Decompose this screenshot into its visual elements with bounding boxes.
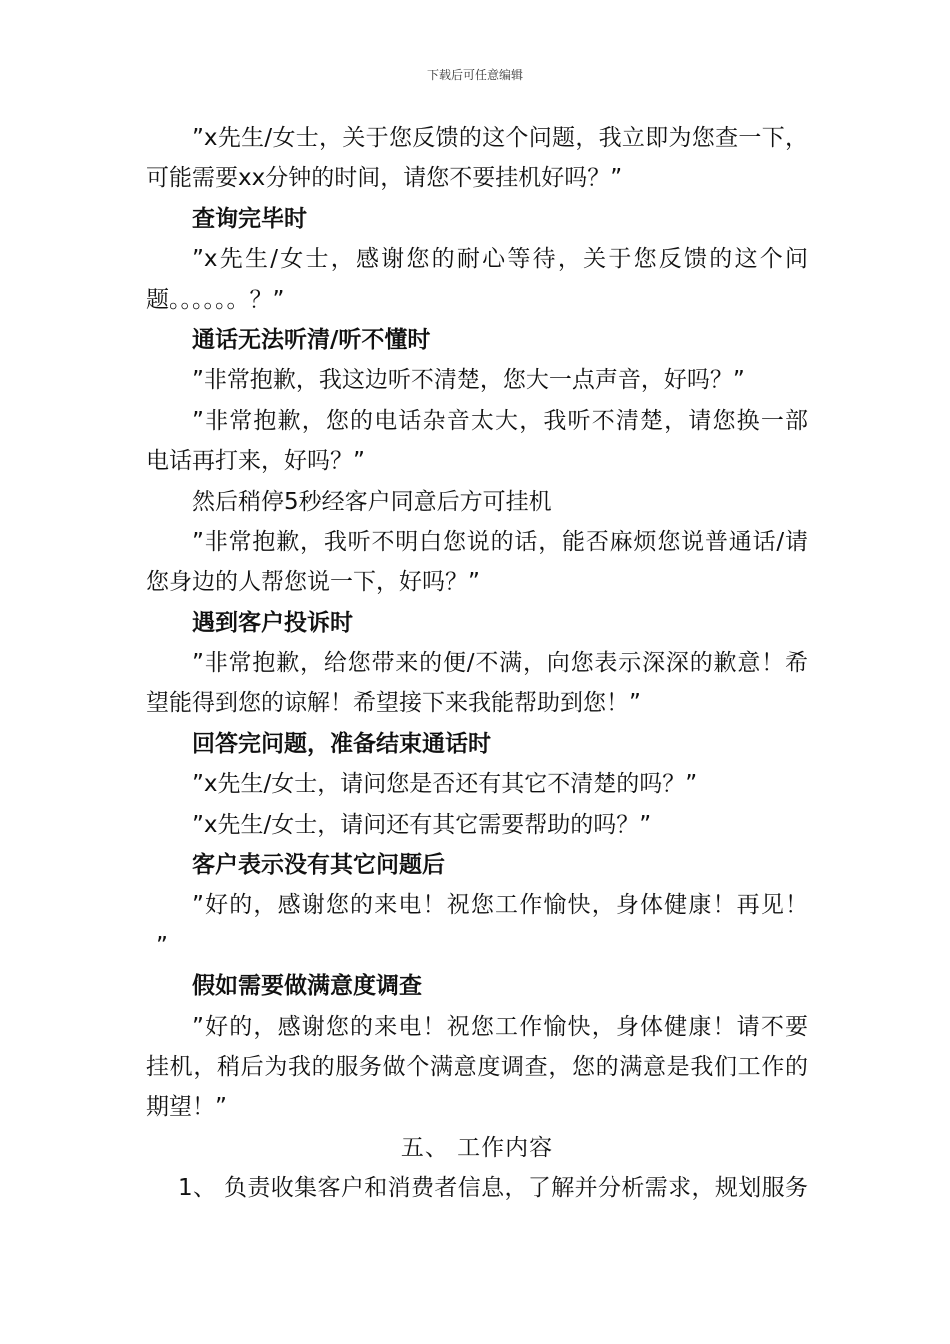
paragraph-line: 电话再打来，好吗？” xyxy=(146,448,365,475)
paragraph-line: ”x先生/女士，感谢您的耐心等待，关于您反馈的这个问 xyxy=(192,246,808,273)
paragraph-line: ”好的，感谢您的来电！祝您工作愉快，身体健康！再见！ xyxy=(192,892,808,919)
paragraph-line: 期望！” xyxy=(146,1094,227,1121)
header-note: 下载后可任意编辑 xyxy=(426,68,523,82)
paragraph-line: 望能得到您的谅解！希望接下来我能帮助到您！” xyxy=(146,690,641,717)
paragraph-line: 然后稍停5秒经客户同意后方可挂机 xyxy=(192,488,552,515)
paragraph-line: ”非常抱歉，我听不明白您说的话，能否麻烦您说普通话/请 xyxy=(192,528,808,555)
paragraph-line: 您身边的人帮您说一下，好吗？” xyxy=(146,569,480,596)
paragraph-line: 挂机，稍后为我的服务做个满意度调查，您的满意是我们工作的 xyxy=(146,1053,808,1080)
paragraph-line: ”非常抱歉，您的电话杂音太大，我听不清楚，请您换一部 xyxy=(192,407,808,434)
paragraph-line: ”非常抱歉，我这边听不清楚，您大一点声音，好吗？” xyxy=(192,367,745,394)
subheading: 查询完毕时 xyxy=(192,205,307,232)
subheading: 假如需要做满意度调查 xyxy=(192,973,422,1000)
paragraph-line: 可能需要xx分钟的时间，请您不要挂机好吗？” xyxy=(146,165,623,192)
subheading: 客户表示没有其它问题后 xyxy=(192,852,445,879)
document-body xyxy=(146,118,808,1209)
paragraph-line: 题。。。。。。？” xyxy=(146,286,285,313)
paragraph-line: ”好的，感谢您的来电！祝您工作愉快，身体健康！请不要 xyxy=(192,1013,808,1040)
section-heading: 五、 工作内容 xyxy=(400,1134,554,1161)
list-item: 1、 负责收集客户和消费者信息，了解并分析需求，规划服务 xyxy=(178,1175,808,1202)
subheading: 遇到客户投诉时 xyxy=(192,609,353,636)
paragraph-line: ”x先生/女士，请问还有其它需要帮助的吗？” xyxy=(192,811,652,838)
paragraph-line: ”x先生/女士，请问您是否还有其它不清楚的吗？” xyxy=(192,771,698,798)
paragraph-line: ” xyxy=(156,932,168,959)
paragraph-line: ”非常抱歉，给您带来的便/不满，向您表示深深的歉意！希 xyxy=(192,650,808,677)
paragraph-line: ”x先生/女士，关于您反馈的这个问题，我立即为您查一下， xyxy=(192,125,808,151)
subheading: 通话无法听清/听不懂时 xyxy=(192,326,431,353)
subheading: 回答完问题，准备结束通话时 xyxy=(192,730,491,757)
